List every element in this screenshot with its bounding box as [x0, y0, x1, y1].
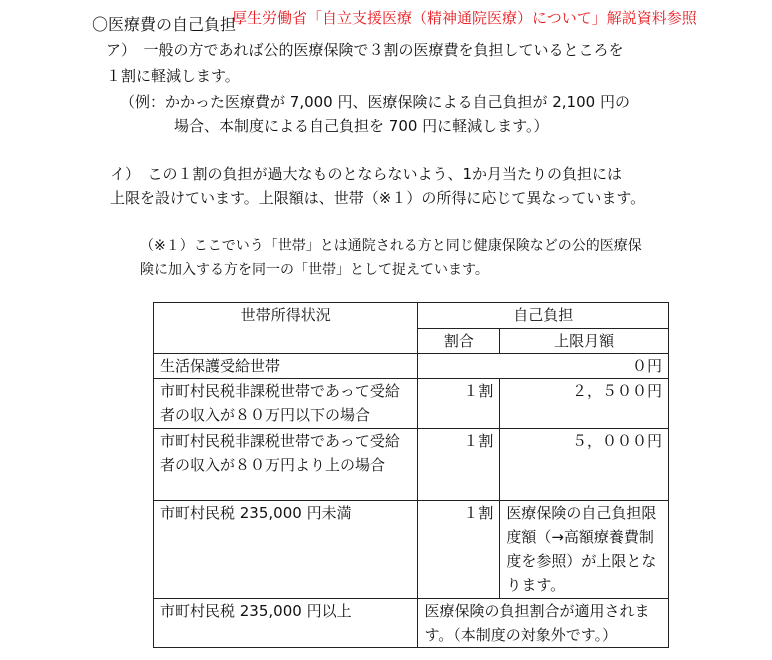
table-row: 市町村民税 235,000 円以上 医療保険の負担割合が適用されます。（本制度の対象外です。）	[154, 599, 669, 648]
section-heading: 〇医療費の自己負担	[92, 15, 237, 34]
table-row: 市町村民税 235,000 円未満 １割 医療保険の自己負担限度額（→高額療養費制度を参照）が上限となります。	[154, 501, 669, 599]
header-burden: 自己負担	[418, 303, 669, 329]
para-a-line1: ア） 一般の方であれば公的医療保険で３割の医療費を負担しているところを	[106, 41, 624, 59]
header-limit: 上限月額	[500, 329, 669, 354]
source-note: 厚生労働省「自立支援医療（精神通院医療）について」解説資料参照	[232, 9, 697, 27]
footnote-line2: 険に加入する方を同一の「世帯」として捉えています。	[140, 262, 489, 278]
header-rate: 割合	[418, 329, 500, 354]
table-row: 市町村民税非課税世帯であって受給者の収入が８０万円より上の場合 １割 ５，０００円	[154, 429, 669, 501]
burden-table	[153, 302, 669, 648]
para-i-line1: イ） この１割の負担が過大なものとならないよう、1か月当たりの負担には	[110, 165, 623, 183]
para-a-line2: １割に軽減します。	[106, 67, 240, 85]
example-line2: 場合、本制度による自己負担を 700 円に軽減します。）	[174, 117, 549, 135]
table-row: 市町村民税非課税世帯であって受給者の収入が８０万円以下の場合 １割 ２，５００円	[154, 379, 669, 429]
table-row: 生活保護受給世帯 ０円	[154, 354, 669, 379]
footnote-line1: （※１）ここでいう「世帯」とは通院される方と同じ健康保険などの公的医療保	[140, 238, 642, 254]
example-line1: （例：かかった医療費が 7,000 円、医療保険による自己負担が 2,100 円の	[120, 93, 630, 111]
para-i-line2: 上限を設けています。上限額は、世帯（※１）の所得に応じて異なっています。	[110, 189, 646, 207]
header-status: 世帯所得状況	[154, 303, 418, 354]
